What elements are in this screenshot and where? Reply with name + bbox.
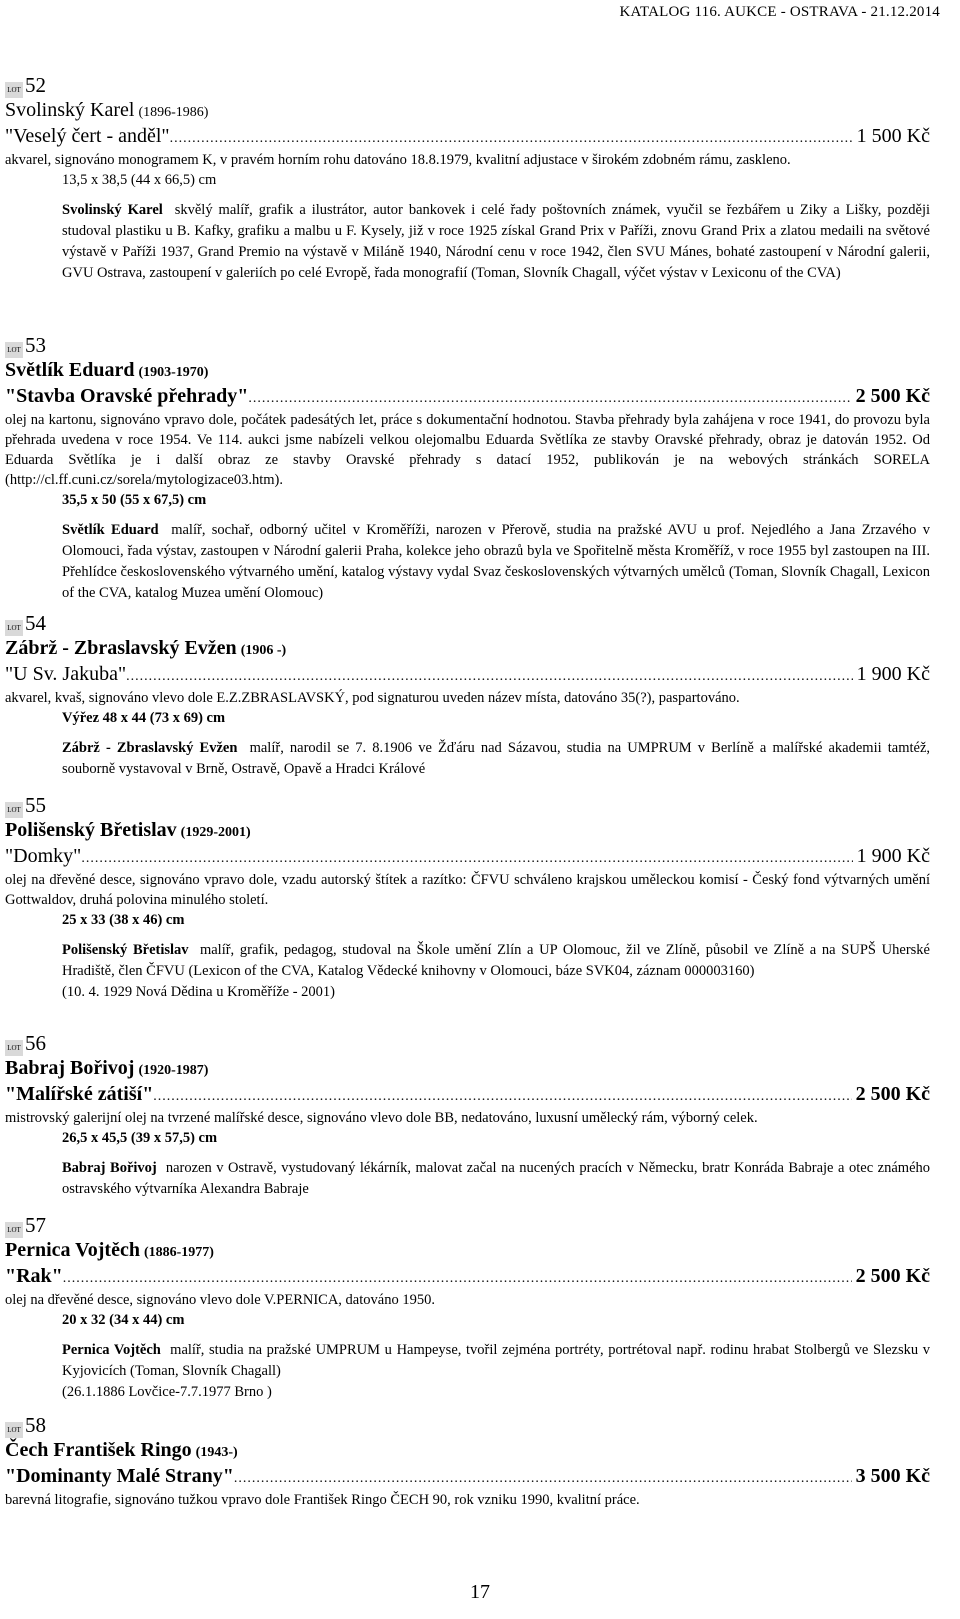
artist-name [5,98,930,125]
lot-number-value: 52 [25,73,46,97]
title-row [5,1265,930,1290]
lot-number [5,792,930,818]
bio-lifespan: (26.1.1886 Lovčice-7.7.1977 Brno ) [62,1384,272,1400]
dimensions: 26,5 x 45,5 (39 x 57,5) cm [62,1130,218,1146]
price: 1 900 Kč [856,663,930,685]
dot-leader [234,1467,852,1490]
artist-name-text: Polišenský Břetislav [5,819,177,841]
bio-lifespan: (10. 4. 1929 Nová Dědina u Kroměříže - 2001) [62,984,336,1000]
dot-leader [81,847,852,870]
artwork-title: "Malířské zátiší" [5,1083,154,1105]
artist-years: (1886-1977) [143,1245,214,1260]
artist-name [5,636,930,663]
title-row [5,663,930,688]
bio-text: malíř, sochař, odborný učitel v Kroměříži, narozen v Přerově, studia na pražské AVU u prof. Nejedlého a Jana Zrzavého v Olomouci, řada výstav, zastoupen v Národní galerii Praha, kolekce jeho obrazů byla ve Spořitelně města Kroměříž, v roce 1955 byl zastoupen na III. Přehlídce československého výtvarného umění, katalog výstavy vydal Svaz československých výtvarných umělců (Toman, Slovník Chagall, Lexicon of the CVA, katalog Muzea umění Olomouc) [62,522,931,601]
artwork-title: "Stavba Oravské přehrady" [5,385,249,407]
page-number: 17 [470,1581,490,1603]
lot-52 [5,72,930,284]
price: 3 500 Kč [855,1465,930,1487]
lot-53 [5,332,930,604]
artist-years: (1896-1986) [138,105,209,120]
artist-name-text: Pernica Vojtěch [5,1239,140,1261]
description: akvarel, kvaš, signováno vlevo dole E.Z.ZBRASLAVSKÝ, pod signaturou uveden název místa, datováno 35(?), paspartováno. [5,690,740,706]
lot-tag: LOT [5,342,23,358]
artist-years: (1906 -) [240,643,287,658]
artist-name-text: Světlík Eduard [5,359,135,381]
lot-tag: LOT [5,802,23,818]
artist-years: (1920-1987) [138,1063,209,1078]
artist-name [5,358,930,385]
bio-text: malíř, narodil se 7. 8.1906 ve Žďáru nad Sázavou, studia na UMPRUM v Berlíně a malířské akademii tamtéž, souborně vystavoval v Brně, Ostravě, Opavě a Hradci Králové [62,740,931,777]
lot-number-value: 58 [25,1413,46,1437]
dimensions: Výřez 48 x 44 (73 x 69) cm [62,710,226,726]
lot-number-value: 56 [25,1031,46,1055]
lot-number [5,1212,930,1238]
artwork-title: "Dominanty Malé Strany" [5,1465,234,1487]
lot-54 [5,610,930,780]
artwork-title: "Rak" [5,1265,63,1287]
bio-name: Pernica Vojtěch [62,1342,161,1358]
bio-name: Světlík Eduard [62,522,159,538]
artwork-title: "Domky" [5,845,82,867]
lot-number [5,1030,930,1056]
bio-text: narozen v Ostravě, vystudovaný lékárník, malovat začal na nucených pracích v Německu, bratr Konráda Babraje a otec známého ostravského výtvarníka Alexandra Babraje [62,1160,931,1197]
bio-name: Svolinský Karel [62,202,163,218]
artist-bio [62,1340,930,1403]
artist-bio [62,738,930,780]
bio-name: Zábrž - Zbraslavský Evžen [62,740,238,756]
lot-tag: LOT [5,1040,23,1056]
bio-name: Polišenský Břetislav [62,942,189,958]
description: olej na dřevěné desce, signováno vpravo dole, vzadu autorský štítek a razítko: ČFVU schváleno krajskou uměleckou komisí - Český fond výtvarných umění Gottwaldov, druhá polovina minulého století. [5,872,930,908]
lot-number-value: 57 [25,1213,46,1237]
lot-57 [5,1212,930,1403]
lot-tag: LOT [5,1222,23,1238]
bio-text: malíř, studia na pražské UMPRUM u Hampeyse, tvořil zejména portréty, portrétoval např. rodinu hrabat Stolbergů ve Slezsku v Kyjovicích (Toman, Slovník Chagall) [62,1342,931,1379]
lot-tag: LOT [5,1422,23,1438]
artist-years: (1943-) [195,1445,238,1460]
title-row [5,1465,930,1490]
price: 1 900 Kč [856,845,930,867]
dimensions: 25 x 33 (38 x 46) cm [62,912,185,928]
artist-name [5,1238,930,1265]
artist-years: (1903-1970) [138,365,209,380]
artist-name-text: Svolinský Karel [5,99,135,121]
lot-55 [5,792,930,1003]
lot-number-value: 53 [25,333,46,357]
title-row [5,1083,930,1108]
artist-name [5,1056,930,1083]
artist-bio [62,940,930,1003]
description: olej na kartonu, signováno vpravo dole, počátek padesátých let, práce s dokumentační hodnotou. Stavba přehrady byla zahájena v roce 1941, do provozu byla přehrada uvedena v roce 1954. Ve 114. aukci jsme nabízeli velkou olejomalbu Eduarda Světlíka ze stavby Oravské přehrady, obraz je datován 1952. Od Eduarda Světlíka je i další obraz ze stavby Oravské přehrady s datací 1952, publikován je na webových stránkách SORELA (http://cl.ff.cuni.cz/sorela/mytologizace03.htm). [5,412,930,488]
dot-leader [63,1267,852,1290]
artwork-title: "Veselý čert - anděl" [5,125,170,147]
lot-number-value: 55 [25,793,46,817]
dot-leader [248,387,851,410]
lot-56 [5,1030,930,1200]
title-row [5,385,930,410]
artist-bio [62,520,930,604]
dimensions: 20 x 32 (34 x 44) cm [62,1312,185,1328]
artist-name [5,1438,930,1465]
artist-name-text: Zábrž - Zbraslavský Evžen [5,637,237,659]
lot-tag: LOT [5,620,23,636]
bio-name: Babraj Bořivoj [62,1160,157,1176]
price: 2 500 Kč [855,1083,930,1105]
price: 2 500 Kč [855,385,930,407]
lot-number-value: 54 [25,611,46,635]
dimensions: 35,5 x 50 (55 x 67,5) cm [62,492,207,508]
price: 1 500 Kč [856,125,930,147]
artist-bio [62,200,930,284]
title-row [5,845,930,870]
lot-number [5,72,930,98]
artist-name-text: Čech František Ringo [5,1439,192,1461]
catalog-header: KATALOG 116. AUKCE - OSTRAVA - 21.12.2014 [619,4,940,20]
artwork-title: "U Sv. Jakuba" [5,663,127,685]
dot-leader [126,665,853,688]
description: barevná litografie, signováno tužkou vpravo dole František Ringo ČECH 90, rok vzniku 1990, kvalitní práce. [5,1492,640,1508]
artist-name [5,818,930,845]
artist-bio [62,1158,930,1200]
dot-leader [170,127,853,150]
artist-name-text: Babraj Bořivoj [5,1057,135,1079]
artist-years: (1929-2001) [180,825,251,840]
dimensions: 13,5 x 38,5 (44 x 66,5) cm [62,172,217,188]
lot-number [5,610,930,636]
dot-leader [153,1085,851,1108]
lot-58 [5,1412,930,1510]
lot-tag: LOT [5,82,23,98]
bio-text: skvělý malíř, grafik a ilustrátor, autor bankovek i celé řady poštovních známek, vyučil se řezbářem u Ziky a Lišky, později studoval plastiku u B. Kafky, grafiku a malbu u F. Kysely, již v roce 1925 získal Grand Prix v Paříži, znovu Grand Prix a zlatou medaili na světové výstavě v Paříži 1937, Grand Premio na výstavě v Miláně 1940, Národní cenu v roce 1942, člen SVU Mánes, bohaté zastoupení v Národní galerii, GVU Ostrava, zastoupení v galeriích po celé Evropě, řada monografií (Toman, Slovník Chagall, výčet výstav v Lexiconu of the CVA) [62,202,930,281]
description: olej na dřevěné desce, signováno vlevo dole V.PERNICA, datováno 1950. [5,1292,435,1308]
bio-text: malíř, grafik, pedagog, studoval na Škole umění Zlín a UP Olomouc, žil ve Zlíně, působil ve Zlíně a na SUPŠ Uherské Hradiště, člen ČFVU (Lexicon of the CVA, Katalog Vědecké knihovny v Olomouci, báze SVK04, záznam 000003160) [62,942,930,979]
lot-number [5,1412,930,1438]
lot-number [5,332,930,358]
price: 2 500 Kč [855,1265,930,1287]
description: akvarel, signováno monogramem K, v pravém horním rohu datováno 18.8.1979, kvalitní adjustace v širokém zdobném rámu, zaskleno. [5,152,791,168]
title-row [5,125,930,150]
description: mistrovský galerijní olej na tvrzené malířské desce, signováno vlevo dole BB, nedatováno, luxusní umělecký rám, výborný celek. [5,1110,758,1126]
